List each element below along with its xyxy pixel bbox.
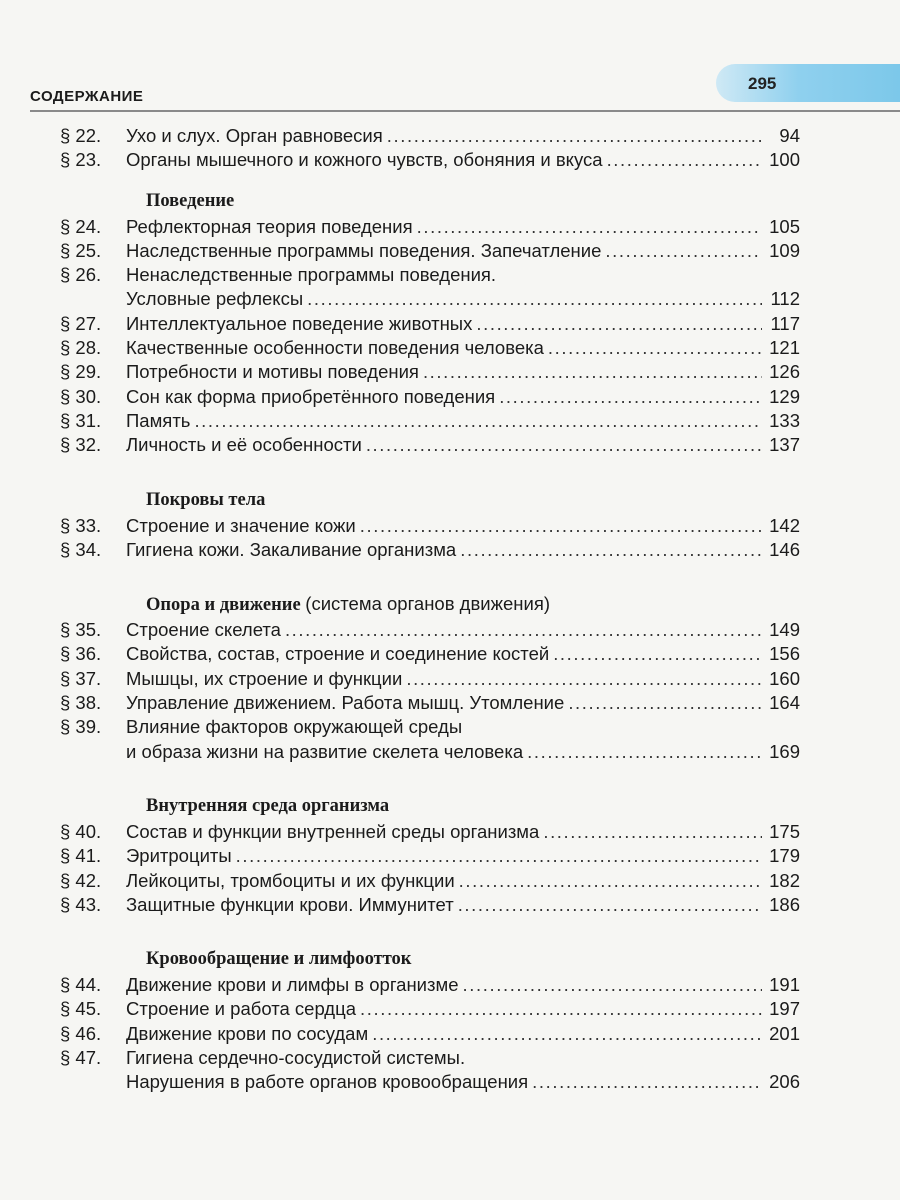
paragraph-number: § 42. bbox=[60, 869, 102, 891]
toc-entry bbox=[60, 312, 800, 336]
section-heading-text: Внутренняя среда организма bbox=[146, 795, 390, 816]
toc-entry-line bbox=[60, 667, 800, 691]
toc-entry-line bbox=[60, 1022, 800, 1046]
toc-entry bbox=[60, 667, 800, 691]
toc-entry-line bbox=[60, 336, 800, 360]
paragraph-number: § 36. bbox=[60, 643, 102, 665]
toc-entry-line bbox=[60, 239, 800, 263]
toc-entry bbox=[60, 124, 800, 148]
toc-entry-line-continued bbox=[60, 1070, 800, 1094]
dot-leader bbox=[553, 642, 762, 666]
section-heading-text: Поведение bbox=[146, 190, 235, 211]
section-spacer bbox=[60, 562, 800, 590]
dot-leader bbox=[605, 239, 762, 263]
toc-entry-line bbox=[60, 618, 800, 642]
page-ref: 109 bbox=[769, 239, 800, 261]
paragraph-number: § 46. bbox=[60, 1022, 102, 1044]
dot-leader bbox=[459, 869, 762, 893]
page-ref: 105 bbox=[769, 215, 800, 237]
page-ref: 206 bbox=[769, 1071, 800, 1093]
paragraph-number: § 39. bbox=[60, 716, 102, 738]
paragraph-title: Личность и её особенности bbox=[126, 434, 362, 456]
paragraph-number: § 31. bbox=[60, 409, 102, 431]
paragraph-number: § 43. bbox=[60, 893, 102, 915]
dot-leader bbox=[360, 997, 762, 1021]
dot-leader bbox=[406, 667, 762, 691]
toc-entry bbox=[60, 433, 800, 457]
toc-entry bbox=[60, 618, 800, 642]
paragraph-title: Управление движением. Работа мышц. Утомление bbox=[126, 692, 565, 714]
toc-entry-line bbox=[60, 124, 800, 148]
paragraph-title: Потребности и мотивы поведения bbox=[126, 361, 419, 383]
paragraph-number: § 34. bbox=[60, 538, 102, 560]
paragraph-title: Движение крови и лимфы в организме bbox=[126, 974, 459, 996]
page-ref: 201 bbox=[769, 1022, 800, 1044]
dot-leader bbox=[527, 740, 762, 764]
dot-leader bbox=[372, 1022, 762, 1046]
toc-entry-line bbox=[60, 409, 800, 433]
paragraph-number: § 45. bbox=[60, 998, 102, 1020]
dot-leader bbox=[285, 618, 762, 642]
page-ref: 146 bbox=[769, 538, 800, 560]
paragraph-number: § 44. bbox=[60, 974, 102, 996]
section-heading bbox=[60, 486, 800, 514]
toc-entry bbox=[60, 514, 800, 538]
paragraph-title: Защитные функции крови. Иммунитет bbox=[126, 893, 454, 915]
toc-entry-line bbox=[60, 263, 800, 287]
toc-entry bbox=[60, 869, 800, 893]
page-ref: 142 bbox=[769, 514, 800, 536]
page-ref: 197 bbox=[769, 998, 800, 1020]
toc-entry bbox=[60, 263, 800, 312]
toc-entry bbox=[60, 844, 800, 868]
paragraph-title: Интеллектуальное поведение животных bbox=[126, 312, 473, 334]
toc-entry-line bbox=[60, 820, 800, 844]
section-spacer bbox=[60, 173, 800, 187]
paragraph-title: Гигиена сердечно-сосудистой системы. bbox=[126, 1047, 466, 1069]
dot-leader bbox=[460, 538, 762, 562]
toc-entry bbox=[60, 538, 800, 562]
paragraph-title: Состав и функции внутренней среды организма bbox=[126, 820, 540, 842]
section-heading-text: Опора и движение bbox=[146, 595, 301, 616]
toc-entry-line-continued bbox=[60, 287, 800, 311]
section-spacer bbox=[60, 764, 800, 792]
dot-leader bbox=[423, 360, 762, 384]
toc-entry bbox=[60, 1046, 800, 1095]
paragraph-title: Строение скелета bbox=[126, 619, 281, 641]
toc-entry bbox=[60, 997, 800, 1021]
toc-entry bbox=[60, 148, 800, 172]
paragraph-title: Строение и работа сердца bbox=[126, 998, 356, 1020]
paragraph-number: § 24. bbox=[60, 215, 102, 237]
toc-entry bbox=[60, 239, 800, 263]
page-number-tab bbox=[716, 64, 900, 102]
page-ref: 117 bbox=[770, 312, 800, 334]
toc-entry bbox=[60, 642, 800, 666]
paragraph-number: § 47. bbox=[60, 1047, 102, 1069]
paragraph-title: Рефлекторная теория поведения bbox=[126, 215, 413, 237]
paragraph-title: Ухо и слух. Орган равновесия bbox=[126, 125, 383, 146]
toc-entry-line-continued bbox=[60, 740, 800, 764]
paragraph-number: § 25. bbox=[60, 239, 102, 261]
toc-entry bbox=[60, 336, 800, 360]
dot-leader bbox=[360, 514, 762, 538]
paragraph-number: § 27. bbox=[60, 312, 102, 334]
toc-entry-line bbox=[60, 844, 800, 868]
paragraph-number: § 32. bbox=[60, 434, 102, 456]
toc-entry-line bbox=[60, 1046, 800, 1070]
page-ref: 94 bbox=[779, 125, 800, 146]
toc-entry bbox=[60, 820, 800, 844]
page-ref: 175 bbox=[769, 820, 800, 842]
paragraph-title: Сон как форма приобретённого поведения bbox=[126, 385, 496, 407]
paragraph-title: Качественные особенности поведения человека bbox=[126, 337, 544, 359]
section-heading-note: (система органов движения) bbox=[305, 593, 551, 615]
toc-entry-line bbox=[60, 385, 800, 409]
toc-entry-line bbox=[60, 215, 800, 239]
toc-entry bbox=[60, 360, 800, 384]
section-heading bbox=[60, 792, 800, 820]
page-ref: 100 bbox=[769, 149, 800, 171]
dot-leader bbox=[476, 312, 762, 336]
toc-entry-line bbox=[60, 360, 800, 384]
dot-leader bbox=[194, 409, 762, 433]
toc-entry bbox=[60, 409, 800, 433]
paragraph-title: Гигиена кожи. Закаливание организма bbox=[126, 538, 457, 560]
dot-leader bbox=[387, 124, 762, 148]
paragraph-title: Органы мышечного и кожного чувств, обоняния и вкуса bbox=[126, 149, 603, 171]
paragraph-number: § 35. bbox=[60, 619, 102, 641]
page-title: СОДЕРЖАНИЕ bbox=[30, 88, 144, 105]
page-ref: 133 bbox=[769, 409, 800, 431]
section-heading bbox=[60, 945, 800, 973]
paragraph-title: Лейкоциты, тромбоциты и их функции bbox=[126, 869, 455, 891]
paragraph-title-continued: Нарушения в работе органов кровообращения bbox=[126, 1071, 529, 1093]
page-ref: 191 bbox=[769, 974, 800, 996]
section-heading-text: Кровообращение и лимфоотток bbox=[146, 949, 412, 970]
page-ref: 126 bbox=[769, 361, 800, 383]
dot-leader bbox=[236, 844, 762, 868]
paragraph-title: Мышцы, их строение и функции bbox=[126, 667, 403, 689]
toc-entry-line bbox=[60, 691, 800, 715]
section-spacer bbox=[60, 458, 800, 486]
dot-leader bbox=[499, 385, 762, 409]
paragraph-number: § 38. bbox=[60, 692, 102, 714]
dot-leader bbox=[417, 215, 762, 239]
section-heading-text: Покровы тела bbox=[146, 489, 266, 510]
paragraph-number: § 28. bbox=[60, 337, 102, 359]
page-ref: 121 bbox=[769, 337, 800, 359]
page-ref: 179 bbox=[769, 845, 800, 867]
page-ref: 149 bbox=[769, 619, 800, 641]
page-ref: 169 bbox=[769, 740, 800, 762]
paragraph-number: § 41. bbox=[60, 845, 102, 867]
paragraph-number: § 33. bbox=[60, 514, 102, 536]
paragraph-title: Ненаследственные программы поведения. bbox=[126, 264, 497, 286]
toc-entry bbox=[60, 1022, 800, 1046]
toc-entry bbox=[60, 691, 800, 715]
dot-leader bbox=[307, 287, 762, 311]
page-ref: 129 bbox=[769, 385, 800, 407]
paragraph-title-continued: и образа жизни на развитие скелета человека bbox=[126, 740, 524, 762]
toc-entry-line bbox=[60, 514, 800, 538]
paragraph-number: § 26. bbox=[60, 264, 102, 286]
toc-entry-line bbox=[60, 312, 800, 336]
toc-entry-line bbox=[60, 642, 800, 666]
paragraph-title: Движение крови по сосудам bbox=[126, 1022, 369, 1044]
section-spacer bbox=[60, 917, 800, 945]
toc-entry-line bbox=[60, 715, 800, 739]
dot-leader bbox=[607, 148, 762, 172]
toc-entry-line bbox=[60, 997, 800, 1021]
paragraph-title-continued: Условные рефлексы bbox=[126, 288, 304, 310]
toc-entry-line bbox=[60, 538, 800, 562]
toc-entry bbox=[60, 215, 800, 239]
toc-entry-line bbox=[60, 869, 800, 893]
paragraph-number: § 29. bbox=[60, 361, 102, 383]
toc-entry bbox=[60, 715, 800, 764]
paragraph-title: Строение и значение кожи bbox=[126, 514, 356, 536]
toc-entry-line bbox=[60, 433, 800, 457]
toc-entry-line bbox=[60, 148, 800, 172]
toc-entry-line bbox=[60, 893, 800, 917]
dot-leader bbox=[458, 893, 762, 917]
dot-leader bbox=[543, 820, 762, 844]
toc-entry-line bbox=[60, 973, 800, 997]
paragraph-title: Свойства, состав, строение и соединение костей bbox=[126, 643, 550, 665]
section-heading bbox=[60, 590, 800, 618]
toc-entry bbox=[60, 893, 800, 917]
dot-leader bbox=[548, 336, 762, 360]
page-ref: 160 bbox=[769, 667, 800, 689]
page-number: 295 bbox=[748, 74, 777, 93]
page-ref: 156 bbox=[769, 643, 800, 665]
paragraph-number: § 30. bbox=[60, 385, 102, 407]
paragraph-title: Влияние факторов окружающей среды bbox=[126, 716, 463, 738]
dot-leader bbox=[568, 691, 762, 715]
dot-leader bbox=[463, 973, 762, 997]
header-divider bbox=[30, 110, 900, 112]
paragraph-number: § 40. bbox=[60, 820, 102, 842]
dot-leader bbox=[532, 1070, 762, 1094]
table-of-contents bbox=[60, 124, 800, 1095]
paragraph-title: Память bbox=[126, 409, 191, 431]
page-ref: 186 bbox=[769, 893, 800, 915]
page-ref: 112 bbox=[770, 288, 800, 310]
page-ref: 164 bbox=[769, 692, 800, 714]
section-heading bbox=[60, 187, 800, 215]
dot-leader bbox=[366, 433, 762, 457]
paragraph-number: § 37. bbox=[60, 667, 102, 689]
paragraph-title: Эритроциты bbox=[126, 845, 232, 867]
page-ref: 182 bbox=[769, 869, 800, 891]
toc-entry bbox=[60, 385, 800, 409]
paragraph-number: § 22. bbox=[60, 125, 102, 146]
page-ref: 137 bbox=[769, 434, 800, 456]
paragraph-number: § 23. bbox=[60, 149, 102, 171]
paragraph-title: Наследственные программы поведения. Запечатление bbox=[126, 239, 602, 261]
toc-entry bbox=[60, 973, 800, 997]
